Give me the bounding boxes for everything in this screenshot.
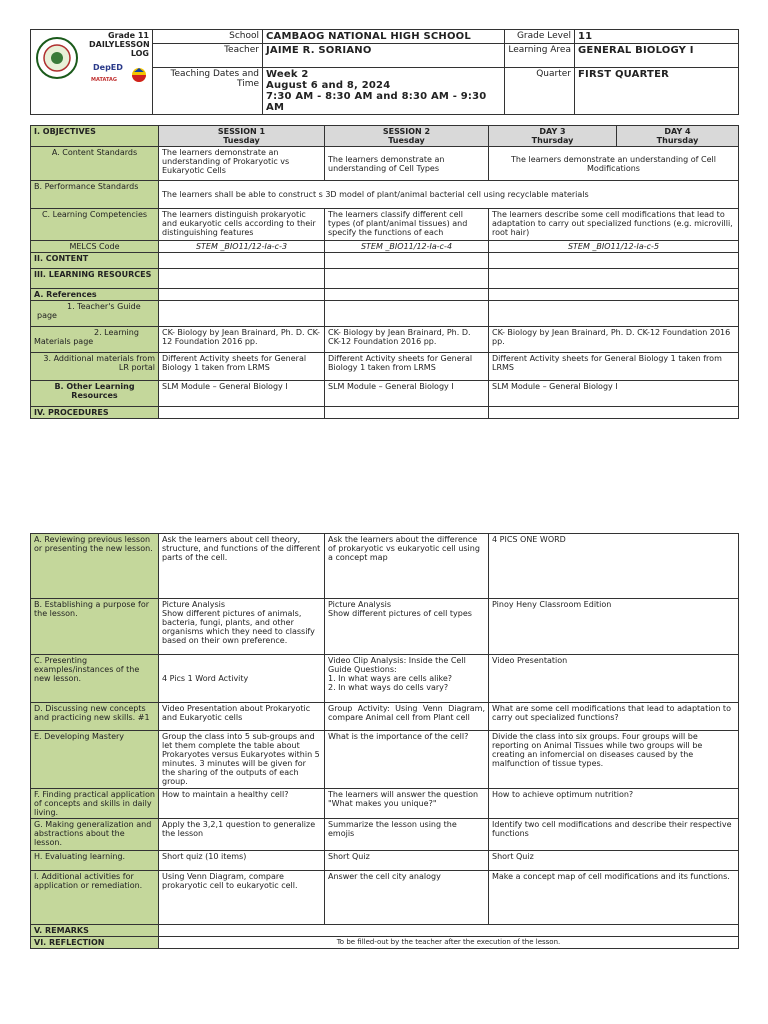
objectives-heading: I. OBJECTIVES — [31, 126, 159, 147]
purpose-2 — [325, 599, 489, 655]
additional-activities-label: I. Additional activities for application or remediation. — [31, 871, 159, 925]
resources-heading: III. LEARNING RESOURCES — [31, 269, 159, 289]
content-standards-label: A. Content Standards — [31, 147, 159, 181]
additional-materials-3: Different Activity sheets for General Biology 1 taken from LRMS — [489, 353, 739, 381]
reflection-note: To be filled-out by the teacher after the execution of the lesson. — [159, 937, 739, 949]
day-4-title: DAY 4 — [664, 127, 691, 136]
school-value: CAMBAOG NATIONAL HIGH SCHOOL — [263, 30, 505, 44]
procedures-table — [30, 533, 739, 949]
remarks-heading: V. REMARKS — [31, 925, 159, 937]
learning-area-label: Learning Area — [505, 44, 575, 68]
presenting-2 — [325, 655, 489, 703]
learning-area-value: GENERAL BIOLOGY I — [575, 44, 739, 68]
competencies-label: C. Learning Competencies — [31, 209, 159, 241]
discussing-2: Group Activity: Using Venn Diagram, compare Animal cell from Plant cell — [325, 703, 489, 731]
reviewing-1: Ask the learners about cell theory, structure, and functions of the different parts of the cell. — [159, 534, 325, 599]
school-seal-icon — [35, 36, 79, 80]
evaluating-3: Short Quiz — [489, 851, 739, 871]
performance-standards-label: B. Performance Standards — [31, 181, 159, 209]
presenting-2-title: Video Clip Analysis: Inside the Cell — [328, 656, 466, 665]
additional-activities-1: Using Venn Diagram, compare prokaryotic cell to eukaryotic cell. — [159, 871, 325, 925]
evaluating-2: Short Quiz — [325, 851, 489, 871]
purpose-3: Pinoy Heny Classroom Edition — [489, 599, 739, 655]
day-3-header — [489, 126, 617, 147]
mastery-1: Group the class into 5 sub-groups and let them complete the table about Prokaryotes versus Eukaryotes within 5 minutes. 3 minutes will be given for the sharing of the outputs of each group. — [159, 731, 325, 789]
session-1-day: Tuesday — [223, 136, 260, 145]
reviewing-label: A. Reviewing previous lesson or presenting the new lesson. — [31, 534, 159, 599]
reviewing-2: Ask the learners about the difference of prokaryotic vs eukaryotic cell using a concept map — [325, 534, 489, 599]
day-4-header — [617, 126, 739, 147]
mastery-3: Divide the class into six groups. Four groups will be reporting on Animal Tissues while two groups will be creating an infomercial on diseases caused by the malfunction of tissue types. — [489, 731, 739, 789]
melcs-code-2: STEM _BIO11/12-Ia-c-4 — [325, 241, 489, 253]
time-text: 7:30 AM - 8:30 AM and 8:30 AM - 9:30 AM — [266, 91, 487, 113]
session-2-title: SESSION 2 — [382, 127, 431, 136]
presenting-1: 4 Pics 1 Word Activity — [159, 655, 325, 703]
application-1: How to maintain a healthy cell? — [159, 789, 325, 819]
session-2-day: Tuesday — [388, 136, 425, 145]
purpose-1-title: Picture Analysis — [162, 600, 226, 609]
date-text: August 6 and 8, 2024 — [266, 80, 391, 91]
additional-materials-1: Different Activity sheets for General Biology 1 taken from LRMS — [159, 353, 325, 381]
generalization-3: Identify two cell modifications and describe their respective functions — [489, 819, 739, 851]
discussing-1: Video Presentation about Prokaryotic and Eukaryotic cells — [159, 703, 325, 731]
reviewing-3: 4 PICS ONE WORD — [489, 534, 739, 599]
learning-materials-label: 2. Learning Materials page — [31, 327, 159, 353]
grade-level-label: Grade Level — [505, 30, 575, 44]
presenting-3: Video Presentation — [489, 655, 739, 703]
purpose-2-title: Picture Analysis — [328, 600, 392, 609]
other-resources-2: SLM Module – General Biology I — [325, 381, 489, 407]
learning-materials-2: CK- Biology by Jean Brainard, Ph. D. CK-12 Foundation 2016 pp. — [325, 327, 489, 353]
bagong-pilipinas-icon — [131, 67, 147, 83]
purpose-label: B. Establishing a purpose for the lesson. — [31, 599, 159, 655]
discussing-label: D. Discussing new concepts and practicing new skills. #1 — [31, 703, 159, 731]
performance-standards: The learners shall be able to construct s 3D model of plant/animal bacterial cell using recyclable materials — [159, 181, 739, 209]
teacher-value: JAIME R. SORIANO — [263, 44, 505, 68]
week-text: Week 2 — [266, 69, 309, 80]
teachers-guide-label: 1. Teacher's Guide page — [31, 301, 159, 327]
log-text: DAILYLESSON LOG — [89, 40, 150, 58]
generalization-2: Summarize the lesson using the emojis — [325, 819, 489, 851]
purpose-1 — [159, 599, 325, 655]
session-2-header — [325, 126, 489, 147]
presenting-2-q2: 2. In what ways do cells vary? — [328, 683, 449, 692]
application-label: F. Finding practical application of concepts and skills in daily living. — [31, 789, 159, 819]
application-2: The learners will answer the question "What makes you unique?" — [325, 789, 489, 819]
melcs-label: MELCS Code — [31, 241, 159, 253]
references-heading: A. References — [31, 289, 159, 301]
dates-label: Teaching Dates and Time — [153, 68, 263, 115]
day-3-day: Thursday — [531, 136, 574, 145]
melcs-code-1: STEM _BIO11/12-Ia-c-3 — [159, 241, 325, 253]
session-1-title: SESSION 1 — [217, 127, 266, 136]
quarter-label: Quarter — [505, 68, 575, 115]
presenting-2-q1: 1. In what ways are cells alike? — [328, 674, 453, 683]
objectives-table — [30, 125, 739, 419]
content-heading: II. CONTENT — [31, 253, 159, 269]
procedures-heading: IV. PROCEDURES — [31, 407, 159, 419]
content-standards-1: The learners demonstrate an understanding of Prokaryotic vs Eukaryotic Cells — [159, 147, 325, 181]
presenting-label: C. Presenting examples/instances of the new lesson. — [31, 655, 159, 703]
competency-1: The learners distinguish prokaryotic and eukaryotic cells according to their distinguishing features — [159, 209, 325, 241]
session-1-header — [159, 126, 325, 147]
other-resources-3: SLM Module – General Biology I — [489, 381, 739, 407]
content-standards-2: The learners demonstrate an understanding of Cell Types — [325, 147, 489, 181]
additional-materials-label: 3. Additional materials from LR portal — [31, 353, 159, 381]
evaluating-label: H. Evaluating learning. — [31, 851, 159, 871]
day-3-title: DAY 3 — [539, 127, 566, 136]
additional-activities-2: Answer the cell city analogy — [325, 871, 489, 925]
other-resources-1: SLM Module – General Biology I — [159, 381, 325, 407]
school-label: School — [153, 30, 263, 44]
melcs-code-3: STEM _BIO11/12-Ia-c-5 — [489, 241, 739, 253]
teacher-label: Teacher — [153, 44, 263, 68]
competency-3: The learners describe some cell modifications that lead to adaptation to carry out specialized functions (e.g. microvilli, root hair) — [489, 209, 739, 241]
mastery-2: What is the importance of the cell? — [325, 731, 489, 789]
evaluating-1: Short quiz (10 items) — [159, 851, 325, 871]
additional-activities-3: Make a concept map of cell modifications and its functions. — [489, 871, 739, 925]
generalization-1: Apply the 3,2,1 question to generalize the lesson — [159, 819, 325, 851]
generalization-label: G. Making generalization and abstractions about the lesson. — [31, 819, 159, 851]
application-3: How to achieve optimum nutrition? — [489, 789, 739, 819]
learning-materials-3: CK- Biology by Jean Brainard, Ph. D. CK-12 Foundation 2016 pp. — [489, 327, 739, 353]
grade-level-value: 11 — [575, 30, 739, 44]
matatag-logo: MATATAG — [91, 77, 117, 83]
day-4-day: Thursday — [656, 136, 699, 145]
quarter-value: FIRST QUARTER — [575, 68, 739, 115]
learning-materials-1: CK- Biology by Jean Brainard, Ph. D. CK-12 Foundation 2016 pp. — [159, 327, 325, 353]
purpose-1-body: Show different pictures of animals, bacteria, fungi, plants, and other organisms which they need to classify based on their own preference. — [162, 609, 315, 645]
purpose-2-body: Show different pictures of cell types — [328, 609, 472, 618]
discussing-3: What are some cell modifications that lead to adaptation to carry out specialized functions? — [489, 703, 739, 731]
content-standards-3: The learners demonstrate an understanding of Cell Modifications — [489, 147, 739, 181]
logo-cell — [31, 30, 153, 115]
competency-2: The learners classify different cell types (of plant/animal tissues) and specify the functions of each — [325, 209, 489, 241]
grade-text: Grade 11 — [108, 31, 149, 40]
mastery-label: E. Developing Mastery — [31, 731, 159, 789]
presenting-2-guide: Guide Questions: — [328, 665, 397, 674]
header-table — [30, 29, 739, 115]
deped-logo: DepED — [93, 63, 123, 72]
other-resources-label: B. Other Learning Resources — [31, 381, 159, 407]
dates-value — [263, 68, 505, 115]
additional-materials-2: Different Activity sheets for General Biology 1 taken from LRMS — [325, 353, 489, 381]
reflection-heading: VI. REFLECTION — [31, 937, 159, 949]
